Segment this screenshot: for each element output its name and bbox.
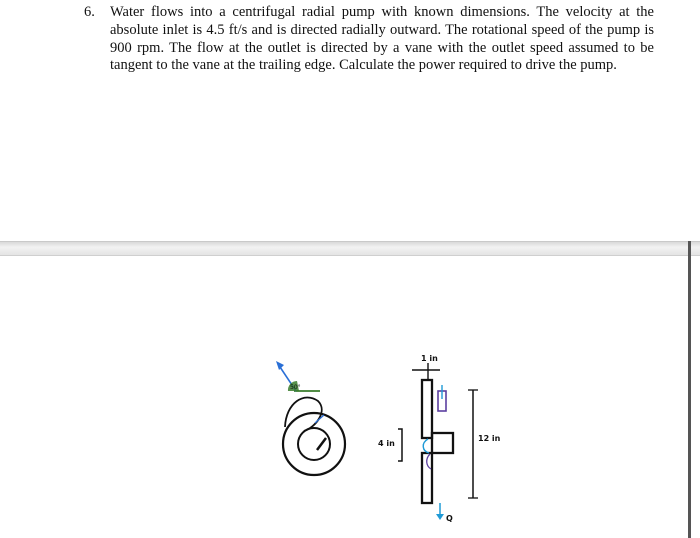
flow-curve [427,454,431,469]
problem-number: 6. [84,4,95,20]
problem-text: Water flows into a centrifugal radial pump with known dimensions. The velocity at the absolute inlet is 4.5 ft/s and is directed radially outward. The rotational speed of the pump is 900 rpm. The flow at the outlet is directed by a vane with the outlet speed assumed to be tangent to the vane at the trailing edge. Calculate the power required to drive the pump. [110,4,654,74]
inner-diameter-label: 4 in [378,439,395,448]
upper-shroud [422,380,432,438]
width-label: 1 in [421,354,438,363]
problem-statement [84,4,654,75]
arrowhead-icon [276,361,284,370]
inlet-flow-curve [423,439,429,453]
impeller-outer-circle [283,413,345,475]
arrowhead-icon [436,514,444,520]
hub-vane [317,438,326,450]
impeller-inner-circle [298,428,330,460]
angle-label: 50° [290,384,301,391]
hub-shaft [432,433,453,453]
scroll-edge [688,241,691,538]
impeller-side-view [378,354,501,523]
impeller-top-view [276,361,345,475]
pump-diagram [270,345,510,525]
flow-label: Q [446,514,453,523]
inner-bracket [398,429,402,461]
page-divider [0,241,700,256]
outer-diameter-label: 12 in [478,434,501,443]
